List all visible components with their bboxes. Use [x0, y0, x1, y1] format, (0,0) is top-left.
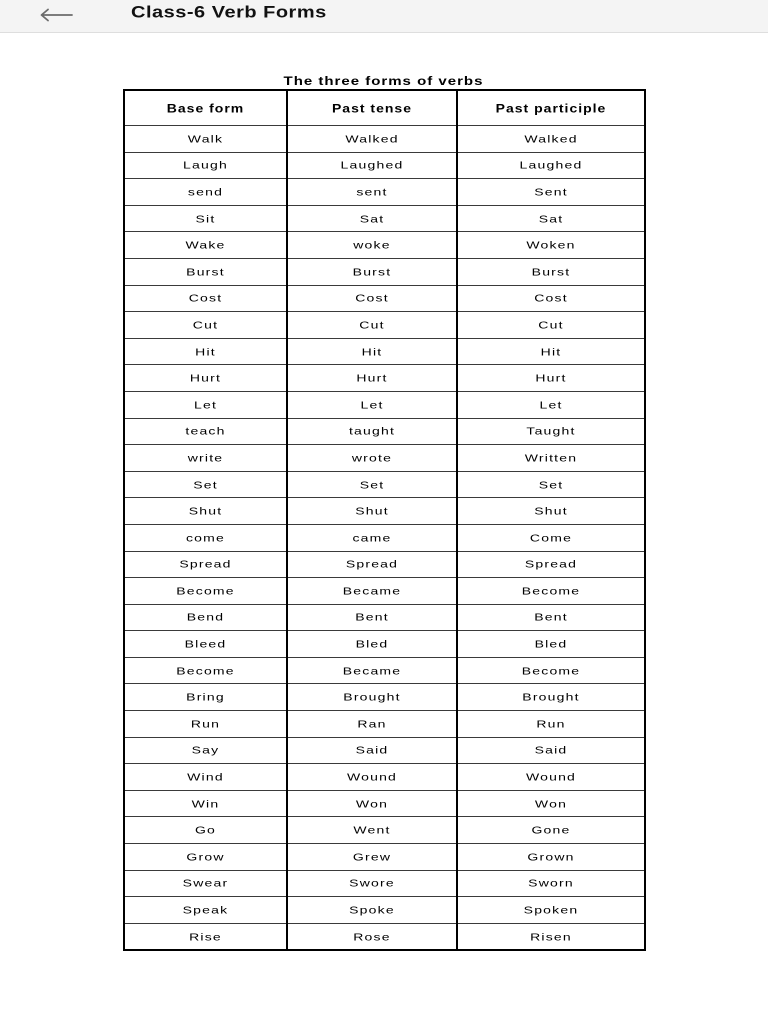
cell-past-tense: Laughed	[287, 152, 457, 179]
table-row	[124, 870, 645, 897]
cell-base-form: Say	[124, 737, 287, 764]
table-body	[124, 126, 645, 951]
table-row	[124, 578, 645, 605]
table-row	[124, 524, 645, 551]
cell-past-participle: Let	[457, 391, 645, 418]
table-row	[124, 657, 645, 684]
page-title: Class-6 Verb Forms	[131, 3, 327, 22]
cell-past-participle: Set	[457, 471, 645, 498]
table-row	[124, 498, 645, 525]
cell-past-participle: Said	[457, 737, 645, 764]
cell-past-participle: Sent	[457, 179, 645, 206]
cell-past-tense: Swore	[287, 870, 457, 897]
table-row	[124, 391, 645, 418]
cell-base-form: Spread	[124, 551, 287, 578]
table-row	[124, 312, 645, 339]
cell-past-tense: Rose	[287, 923, 457, 950]
cell-past-participle: Spoken	[457, 897, 645, 924]
cell-past-tense: Grew	[287, 844, 457, 871]
cell-past-participle: Brought	[457, 684, 645, 711]
table-row	[124, 285, 645, 312]
table-row	[124, 258, 645, 285]
cell-past-tense: Let	[287, 391, 457, 418]
cell-past-tense: Spread	[287, 551, 457, 578]
cell-past-tense: Bled	[287, 631, 457, 658]
table-row	[124, 923, 645, 950]
table-row	[124, 179, 645, 206]
table-row	[124, 338, 645, 365]
table-row	[124, 205, 645, 232]
cell-past-tense: Hit	[287, 338, 457, 365]
cell-past-participle: Wound	[457, 764, 645, 791]
cell-past-participle: Won	[457, 790, 645, 817]
table-header-row	[124, 90, 645, 126]
cell-past-participle: Become	[457, 657, 645, 684]
cell-past-participle: Run	[457, 711, 645, 738]
column-header-past-tense: Past tense	[287, 90, 457, 126]
table-row	[124, 551, 645, 578]
cell-past-participle: Grown	[457, 844, 645, 871]
cell-base-form: Laugh	[124, 152, 287, 179]
table-row	[124, 684, 645, 711]
cell-base-form: Go	[124, 817, 287, 844]
cell-past-tense: Spoke	[287, 897, 457, 924]
cell-past-tense: Won	[287, 790, 457, 817]
cell-past-participle: Gone	[457, 817, 645, 844]
cell-past-tense: came	[287, 524, 457, 551]
cell-base-form: Become	[124, 578, 287, 605]
cell-base-form: Sit	[124, 205, 287, 232]
table-row	[124, 790, 645, 817]
cell-base-form: Shut	[124, 498, 287, 525]
cell-base-form: Swear	[124, 870, 287, 897]
cell-base-form: Bleed	[124, 631, 287, 658]
cell-past-participle: Woken	[457, 232, 645, 259]
table-row	[124, 365, 645, 392]
app-header	[0, 0, 768, 33]
cell-base-form: Cut	[124, 312, 287, 339]
cell-past-tense: Brought	[287, 684, 457, 711]
cell-base-form: Rise	[124, 923, 287, 950]
cell-past-participle: Walked	[457, 126, 645, 153]
cell-past-participle: Become	[457, 578, 645, 605]
cell-past-participle: Laughed	[457, 152, 645, 179]
cell-past-tense: taught	[287, 418, 457, 445]
table-row	[124, 604, 645, 631]
column-header-past-participle: Past participle	[457, 90, 645, 126]
cell-past-participle: Taught	[457, 418, 645, 445]
table-row	[124, 737, 645, 764]
table-row	[124, 817, 645, 844]
back-button[interactable]	[36, 3, 76, 27]
cell-base-form: Burst	[124, 258, 287, 285]
cell-past-participle: Hit	[457, 338, 645, 365]
cell-base-form: Wind	[124, 764, 287, 791]
table-row	[124, 711, 645, 738]
cell-past-tense: Became	[287, 657, 457, 684]
table-row	[124, 152, 645, 179]
column-header-base-form: Base form	[124, 90, 287, 126]
table-row	[124, 844, 645, 871]
cell-past-tense: Cost	[287, 285, 457, 312]
cell-past-tense: Wound	[287, 764, 457, 791]
cell-past-tense: Went	[287, 817, 457, 844]
cell-past-tense: Hurt	[287, 365, 457, 392]
cell-base-form: Grow	[124, 844, 287, 871]
cell-base-form: come	[124, 524, 287, 551]
cell-base-form: Win	[124, 790, 287, 817]
cell-past-participle: Sat	[457, 205, 645, 232]
cell-base-form: Set	[124, 471, 287, 498]
cell-past-tense: Burst	[287, 258, 457, 285]
cell-past-participle: Spread	[457, 551, 645, 578]
cell-past-tense: Ran	[287, 711, 457, 738]
cell-base-form: Hurt	[124, 365, 287, 392]
cell-past-tense: Cut	[287, 312, 457, 339]
cell-past-participle: Burst	[457, 258, 645, 285]
cell-past-tense: Sat	[287, 205, 457, 232]
cell-base-form: Bring	[124, 684, 287, 711]
cell-past-participle: Cut	[457, 312, 645, 339]
arrow-left-icon	[39, 8, 73, 22]
cell-past-tense: Walked	[287, 126, 457, 153]
cell-base-form: Run	[124, 711, 287, 738]
cell-past-participle: Risen	[457, 923, 645, 950]
cell-base-form: Let	[124, 391, 287, 418]
cell-base-form: teach	[124, 418, 287, 445]
cell-past-participle: Sworn	[457, 870, 645, 897]
table-caption: The three forms of verbs	[283, 74, 484, 89]
cell-past-tense: sent	[287, 179, 457, 206]
table-row	[124, 897, 645, 924]
cell-past-participle: Cost	[457, 285, 645, 312]
cell-base-form: Bend	[124, 604, 287, 631]
cell-past-participle: Come	[457, 524, 645, 551]
table-row	[124, 418, 645, 445]
cell-base-form: Become	[124, 657, 287, 684]
cell-base-form: Cost	[124, 285, 287, 312]
cell-past-tense: Said	[287, 737, 457, 764]
cell-past-participle: Hurt	[457, 365, 645, 392]
cell-base-form: Walk	[124, 126, 287, 153]
verb-forms-table	[123, 89, 646, 951]
cell-past-tense: Set	[287, 471, 457, 498]
cell-past-participle: Written	[457, 445, 645, 472]
cell-past-tense: wrote	[287, 445, 457, 472]
cell-base-form: Wake	[124, 232, 287, 259]
table-row	[124, 764, 645, 791]
table-row	[124, 631, 645, 658]
table-row	[124, 471, 645, 498]
cell-past-tense: Shut	[287, 498, 457, 525]
cell-base-form: Hit	[124, 338, 287, 365]
cell-past-participle: Bent	[457, 604, 645, 631]
table-row	[124, 126, 645, 153]
cell-past-tense: woke	[287, 232, 457, 259]
cell-base-form: send	[124, 179, 287, 206]
cell-past-participle: Bled	[457, 631, 645, 658]
cell-base-form: Speak	[124, 897, 287, 924]
cell-past-tense: Bent	[287, 604, 457, 631]
cell-past-participle: Shut	[457, 498, 645, 525]
cell-past-tense: Became	[287, 578, 457, 605]
cell-base-form: write	[124, 445, 287, 472]
document-page	[0, 33, 768, 1024]
table-row	[124, 232, 645, 259]
table-row	[124, 445, 645, 472]
